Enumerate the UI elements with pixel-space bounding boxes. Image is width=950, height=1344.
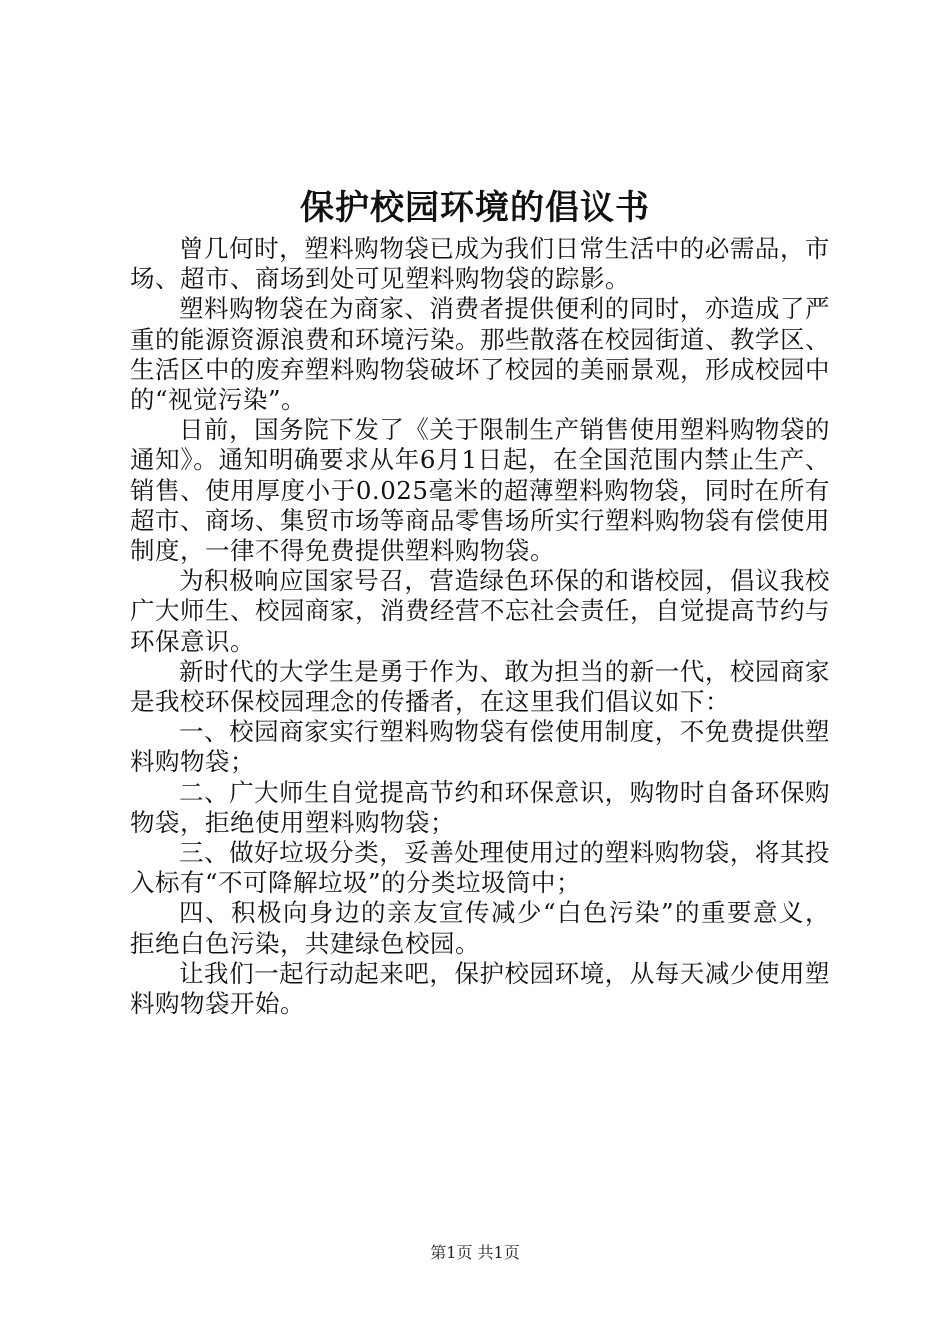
- document-title: 保护校园环境的倡议书: [300, 188, 650, 228]
- paragraph-2: 塑料购物袋在为商家、消费者提供便利的同时，亦造成了严重的能源资源浪费和环境污染。那些散落在校园街道、教学区、生活区中的废弃塑料购物袋破坏了校园的美丽景观，形成校园中的“视觉污染”。: [130, 294, 830, 415]
- proposal-item-4: 四、积极向身边的亲友宣传减少“白色污染”的重要意义，拒绝白色污染，共建绿色校园。: [130, 898, 830, 958]
- paragraph-3: 日前，国务院下发了《关于限制生产销售使用塑料购物袋的通知》。通知明确要求从年6月1日起，在全国范围内禁止生产、销售、使用厚度小于0.025毫米的超薄塑料购物袋，同时在所有超市、商场、集贸市场等商品零售场所实行塑料购物袋有偿使用制度，一律不得免费提供塑料购物袋。: [130, 415, 830, 566]
- paragraph-4: 为积极响应国家号召，营造绿色环保的和谐校园，倡议我校广大师生、校园商家，消费经营不忘社会责任，自觉提高节约与环保意识。: [130, 566, 830, 656]
- proposal-item-1: 一、校园商家实行塑料购物袋有偿使用制度，不免费提供塑料购物袋；: [130, 717, 830, 777]
- paragraph-1: 曾几何时，塑料购物袋已成为我们日常生活中的必需品，市场、超市、商场到处可见塑料购物袋的踪影。: [130, 234, 830, 294]
- proposal-item-3: 三、做好垃圾分类，妥善处理使用过的塑料购物袋，将其投入标有“不可降解垃圾”的分类垃圾筒中；: [130, 838, 830, 898]
- closing-paragraph: 让我们一起行动起来吧，保护校园环境，从每天减少使用塑料购物袋开始。: [130, 958, 830, 1019]
- paragraph-5: 新时代的大学生是勇于作为、敢为担当的新一代，校园商家是我校环保校园理念的传播者，在这里我们倡议如下：: [130, 656, 830, 717]
- proposal-item-2: 二、广大师生自觉提高节约和环保意识，购物时自备环保购物袋，拒绝使用塑料购物袋；: [130, 777, 830, 837]
- document-body: [130, 234, 830, 1019]
- page-footer: 第1页 共1页: [430, 1243, 520, 1262]
